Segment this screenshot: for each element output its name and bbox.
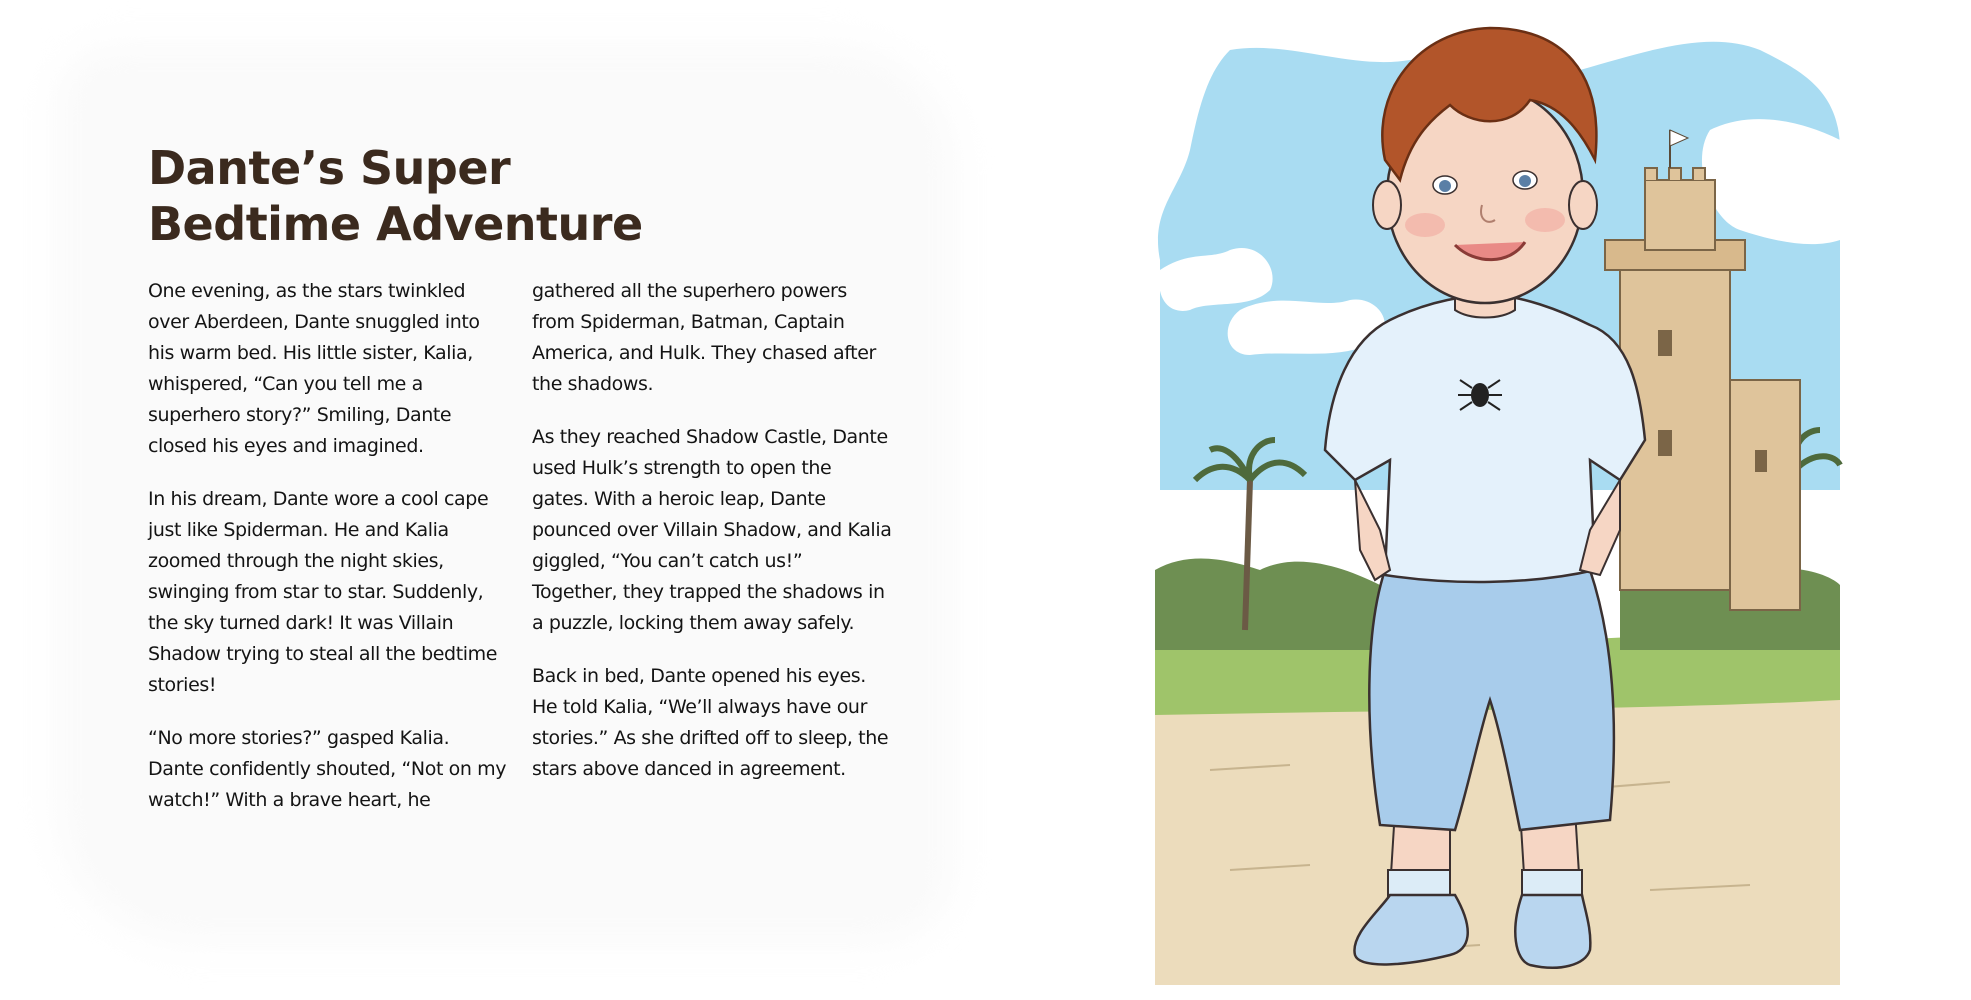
- story-paragraph: gathered all the superhero powers from Spiderman, Batman, Captain America, and Hulk. They chased after the shadows.: [532, 280, 876, 395]
- ear: [1569, 181, 1597, 229]
- story-paragraph: As they reached Shadow Castle, Dante used Hulk’s strength to open the gates. With a heroic leap, Dante pounced over Villain Shadow, and Kalia giggled, “You can’t catch us!” Together, they trapped the shadows in a puzzle, locking them away safely.: [532, 426, 892, 634]
- hand: [1355, 480, 1390, 580]
- story-paragraph: In his dream, Dante wore a cool cape just like Spiderman. He and Kalia zoomed through the night skies, swinging from star to star. Suddenly, the sky turned dark! It was Villain Shadow trying to steal all the bedtime stories!: [148, 488, 498, 696]
- story-paragraph: One evening, as the stars twinkled over Aberdeen, Dante snuggled into his warm bed. His little sister, Kalia, whispered, “Can you tell me a superhero story?” Smiling, Dante closed his eyes and imagined.: [148, 280, 480, 457]
- story-title: Dante’s Super Bedtime Adventure: [148, 141, 643, 251]
- left-column: [148, 276, 508, 838]
- story-text-block: [148, 140, 908, 811]
- ear: [1373, 181, 1401, 229]
- story-illustration: [1150, 10, 1850, 995]
- story-paragraph: “No more stories?” gasped Kalia. Dante confidently shouted, “Not on my watch!” With a brave heart, he: [148, 727, 507, 811]
- story-paragraph: Back in bed, Dante opened his eyes. He told Kalia, “We’ll always have our stories.” As she drifted off to sleep, the stars above danced in agreement.: [532, 665, 889, 780]
- bushes: [1155, 558, 1380, 650]
- right-column: [532, 276, 892, 807]
- shoe: [1515, 895, 1590, 968]
